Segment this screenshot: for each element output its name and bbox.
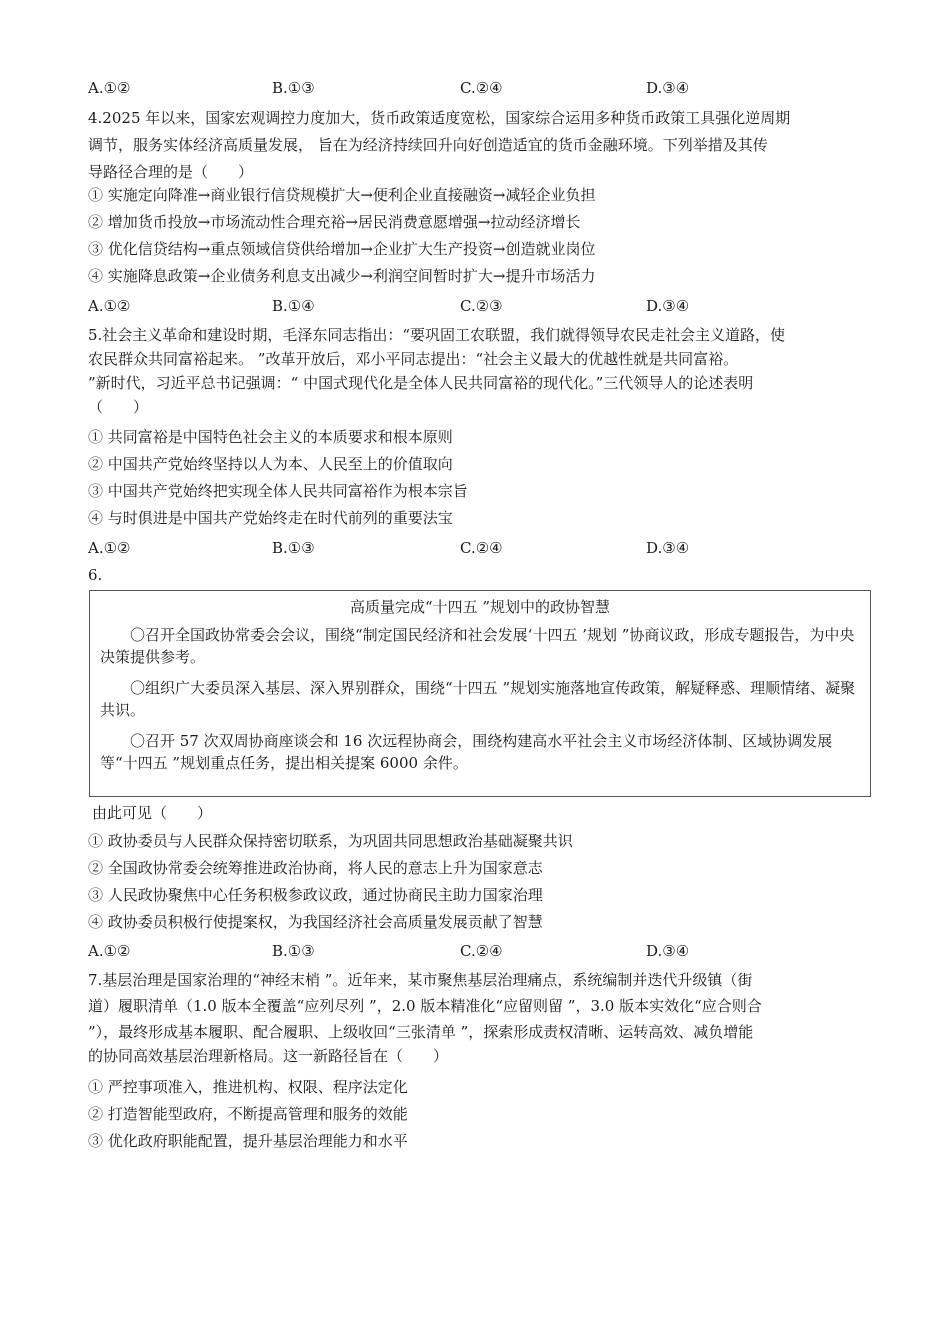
q7-stem-line-3: ”），最终形成基本履职、配合履职、上级收回“三张清单 ”，探索形成责权清晰、运转高效、减负增能 <box>88 1023 754 1041</box>
q5-option-b[interactable]: B.①③ <box>272 539 315 557</box>
q6-number: 6. <box>88 566 103 584</box>
q4-option-b[interactable]: B.①④ <box>272 297 315 315</box>
q7-stem-line-2: 道）履职清单（1.0 版本全覆盖“应列尽列 ”，2.0 版本精准化“应留则留 ”，3.0 版本实效化“应合则合 <box>88 997 762 1015</box>
q4-stem-line-1: 4.2025 年以来，国家宏观调控力度加大，货币政策适度宽松，国家综合运用多种货币政策工具强化逆周期 <box>88 109 791 127</box>
q4-option-c[interactable]: C.②③ <box>460 297 503 315</box>
q4-option-d[interactable]: D.③④ <box>646 297 690 315</box>
q3-option-a[interactable]: A.①② <box>88 79 131 97</box>
q4-item-1: ① 实施定向降准→商业银行信贷规模扩大→便利企业直接融资→减轻企业负担 <box>88 186 596 204</box>
q4-options <box>88 296 808 316</box>
q5-stem-line-1: 5.社会主义革命和建设时期，毛泽东同志指出：“要巩固工农联盟，我们就得领导农民走社会主义道路，使 <box>88 326 785 344</box>
q6-box-paragraph-1: 〇召开全国政协常委会会议，围绕“制定国民经济和社会发展‘十四五 ’规划 ”协商议政，形成专题报告，为中央决策提供参考。 <box>100 626 855 666</box>
q3-option-c[interactable]: C.②④ <box>460 79 503 97</box>
q3-option-d[interactable]: D.③④ <box>646 79 690 97</box>
q6-box-title: 高质量完成“十四五 ”规划中的政协智慧 <box>349 598 611 616</box>
q6-box-paragraph-2: 〇组织广大委员深入基层、深入界别群众，围绕“十四五 ”规划实施落地宣传政策，解疑释惑、理顺情绪、凝聚共识。 <box>100 679 856 719</box>
q6-item-4: ④ 政协委员积极行使提案权，为我国经济社会高质量发展贡献了智慧 <box>88 913 543 931</box>
q7-stem-line-4: 的协同高效基层治理新格局。这一新路径旨在（ ） <box>88 1047 449 1065</box>
q6-option-c[interactable]: C.②④ <box>460 942 503 960</box>
q7-stem-line-1: 7.基层治理是国家治理的“神经末梢 ”。近年来，某市聚焦基层治理痛点，系统编制并迭代升级镇（街 <box>88 971 753 989</box>
q7-item-2: ② 打造智能型政府，不断提高管理和服务的效能 <box>88 1105 408 1123</box>
q5-item-1: ① 共同富裕是中国特色社会主义的本质要求和根本原则 <box>88 428 453 446</box>
q6-item-2: ② 全国政协常委会统筹推进政治协商，将人民的意志上升为国家意志 <box>88 859 543 877</box>
q6-option-a[interactable]: A.①② <box>88 942 131 960</box>
q6-options <box>88 941 808 961</box>
q4-stem-line-2: 调节，服务实体经济高质量发展， 旨在为经济持续回升向好创造适宜的货币金融环境。下列举措及其传 <box>88 136 768 154</box>
q5-option-a[interactable]: A.①② <box>88 539 131 557</box>
q6-item-3: ③ 人民政协聚焦中心任务积极参政议政，通过协商民主助力国家治理 <box>88 886 543 904</box>
q7-item-1: ① 严控事项准入，推进机构、权限、程序法定化 <box>88 1078 408 1096</box>
q5-stem-line-4: （ ） <box>88 398 149 416</box>
q6-stem: 由此可见（ ） <box>92 804 213 822</box>
q6-option-d[interactable]: D.③④ <box>646 942 690 960</box>
q5-stem-line-2: 农民群众共同富裕起来。 ”改革开放后，邓小平同志提出：“社会主义最大的优越性就是共同富裕。 <box>88 350 739 368</box>
q5-item-2: ② 中国共产党始终坚持以人为本、人民至上的价值取向 <box>88 455 453 473</box>
q4-item-4: ④ 实施降息政策→企业债务利息支出减少→利润空间暂时扩大→提升市场活力 <box>88 267 596 285</box>
q7-item-3: ③ 优化政府职能配置，提升基层治理能力和水平 <box>88 1132 408 1150</box>
q6-option-b[interactable]: B.①③ <box>272 942 315 960</box>
q4-item-3: ③ 优化信贷结构→重点领域信贷供给增加→企业扩大生产投资→创造就业岗位 <box>88 240 596 258</box>
q5-options <box>88 538 808 558</box>
q6-material-box <box>89 590 871 797</box>
q5-item-4: ④ 与时俱进是中国共产党始终走在时代前列的重要法宝 <box>88 509 453 527</box>
q3-options <box>88 78 808 98</box>
q5-item-3: ③ 中国共产党始终把实现全体人民共同富裕作为根本宗旨 <box>88 482 468 500</box>
q3-option-b[interactable]: B.①③ <box>272 79 315 97</box>
q4-item-2: ② 增加货币投放→市场流动性合理充裕→居民消费意愿增强→拉动经济增长 <box>88 213 581 231</box>
q4-option-a[interactable]: A.①② <box>88 297 131 315</box>
q5-option-c[interactable]: C.②④ <box>460 539 503 557</box>
q5-option-d[interactable]: D.③④ <box>646 539 690 557</box>
q4-stem-line-3: 导路径合理的是（ ） <box>88 163 254 181</box>
q5-stem-line-3: ”新时代，习近平总书记强调：“ 中国式现代化是全体人民共同富裕的现代化。”三代领导人的论述表明 <box>88 374 754 392</box>
q6-item-1: ① 政协委员与人民群众保持密切联系，为巩固共同思想政治基础凝聚共识 <box>88 832 573 850</box>
q6-box-paragraph-3: 〇召开 57 次双周协商座谈会和 16 次远程协商会，围绕构建高水平社会主义市场经济体制、区域协调发展等“十四五 ”规划重点任务，提出相关提案 6000 余件。 <box>100 732 833 772</box>
